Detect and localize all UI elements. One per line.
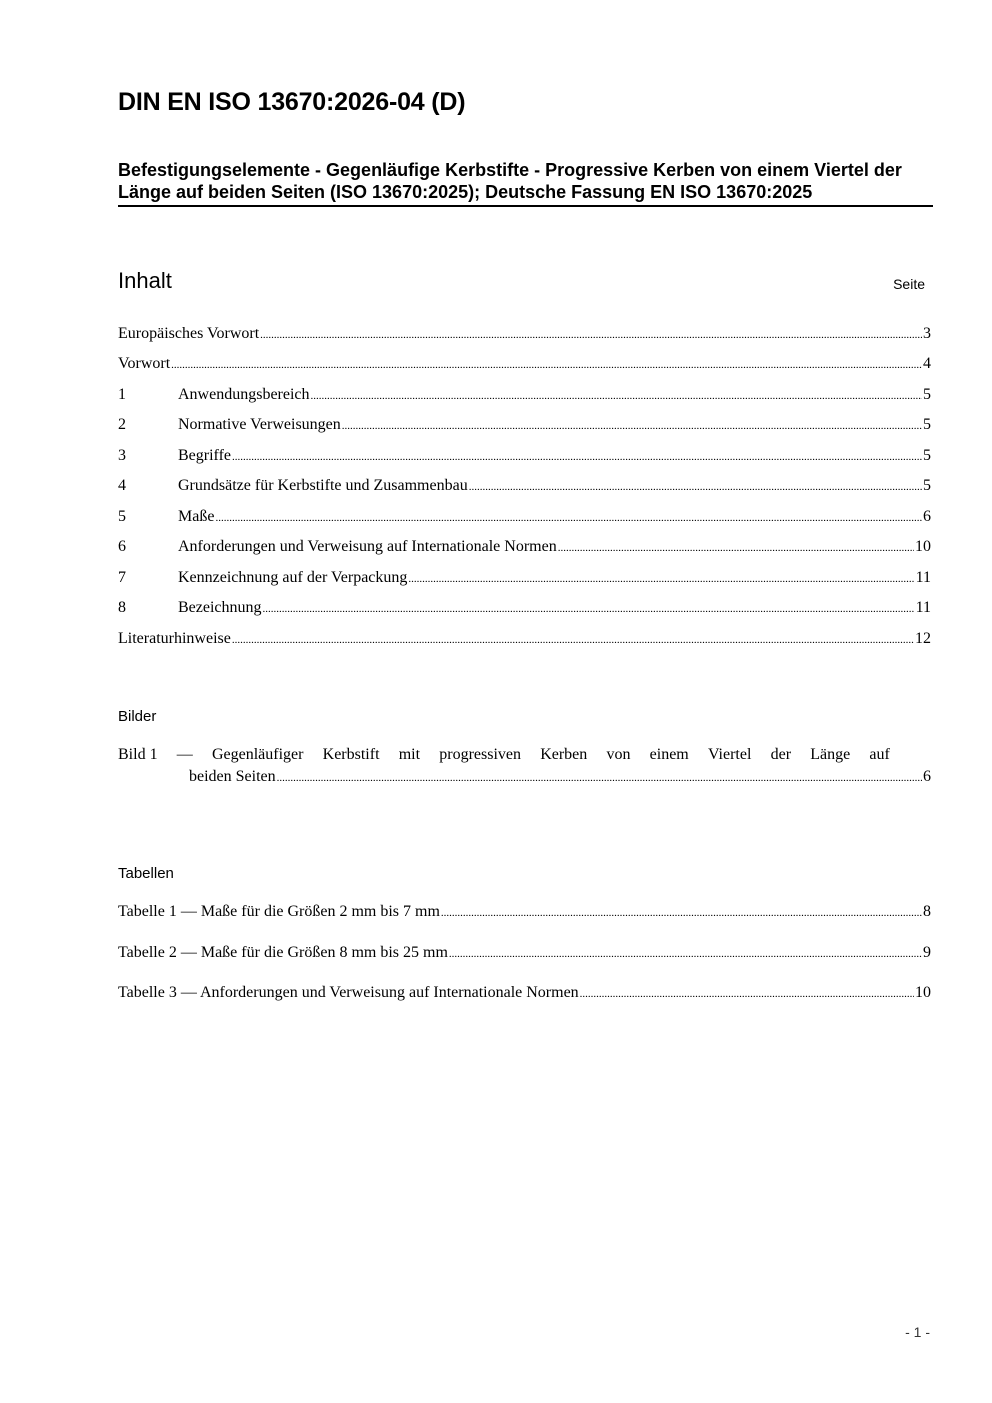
toc-entry-page: 5	[923, 386, 931, 403]
toc-entry-page: 4	[923, 355, 931, 372]
toc-entry-title: Kennzeichnung auf der Verpackung	[178, 569, 408, 586]
figure-entry-word: der	[770, 746, 792, 763]
toc-entry[interactable]	[118, 567, 931, 589]
dot-leader	[558, 537, 914, 559]
dot-leader	[263, 598, 915, 620]
toc-entry-page: 3	[923, 325, 931, 342]
figure-entry-line-1	[118, 744, 890, 766]
dot-leader	[580, 983, 914, 1005]
figure-entry-word: von	[606, 746, 631, 763]
figure-entry-word: einem	[649, 746, 689, 763]
table-entry-title: Tabelle 2 — Maße für die Größen 8 mm bis 25 mm	[118, 944, 448, 961]
toc-entry-number: 2	[118, 416, 126, 433]
dot-leader	[449, 943, 922, 965]
table-entry-title: Tabelle 3 — Anforderungen und Verweisung auf Internationale Normen	[118, 984, 579, 1001]
dot-leader	[342, 415, 922, 437]
toc-entry-page: 5	[923, 416, 931, 433]
figure-entry-word: Viertel	[707, 746, 752, 763]
contents-heading: Inhalt	[118, 268, 172, 293]
figure-entry-word: progressiven	[439, 746, 521, 763]
toc-entry[interactable]	[118, 597, 931, 619]
toc-entry-title: Bezeichnung	[178, 599, 262, 616]
toc-entry-title: Maße	[178, 508, 215, 525]
page-number: - 1 -	[905, 1324, 930, 1340]
toc-entry-number: 7	[118, 569, 126, 586]
document-id: DIN EN ISO 13670:2026-04 (D)	[118, 88, 466, 116]
toc-entry[interactable]	[118, 506, 931, 528]
toc-entry-number: 5	[118, 508, 126, 525]
toc-entry-page: 5	[923, 477, 931, 494]
figures-heading: Bilder	[118, 708, 157, 725]
toc-entry[interactable]	[118, 384, 931, 406]
dot-leader	[311, 385, 922, 407]
toc-entry-page: 6	[923, 508, 931, 525]
toc-entry-number: 6	[118, 538, 126, 555]
figure-entry-line-2	[118, 766, 931, 789]
toc-entry-page: 10	[915, 538, 931, 555]
page-column-label: Seite	[893, 276, 925, 292]
figure-entry-word: —	[176, 746, 193, 763]
dot-leader	[215, 507, 922, 529]
toc-entry-number: 1	[118, 386, 126, 403]
table-entry-title: Tabelle 1 — Maße für die Größen 2 mm bis 7 mm	[118, 903, 440, 920]
tables-heading: Tabellen	[118, 865, 174, 882]
figure-entry-continuation: beiden Seiten	[189, 768, 276, 785]
table-entry-page: 10	[915, 984, 931, 1001]
figure-entry-word: Bild 1	[118, 746, 158, 763]
figure-entry-word: mit	[398, 746, 421, 763]
toc-entry-title: Begriffe	[178, 447, 232, 464]
figure-entry-word: Kerbstift	[322, 746, 380, 763]
toc-entry-page: 11	[915, 569, 931, 586]
toc-entry-page: 12	[915, 630, 931, 647]
toc-entry[interactable]	[118, 414, 931, 436]
figure-entry-word: Gegenläufiger	[211, 746, 304, 763]
figure-entry-page: 6	[923, 768, 931, 785]
toc-entry-title: Anwendungsbereich	[178, 386, 310, 403]
figure-entry[interactable]	[118, 744, 931, 789]
toc-entry-title: Anforderungen und Verweisung auf Internationale Normen	[178, 538, 557, 555]
table-entry[interactable]	[118, 982, 931, 1004]
toc-entry-title: Normative Verweisungen	[178, 416, 341, 433]
dot-leader	[171, 354, 922, 376]
dot-leader	[469, 476, 922, 498]
figure-entry-word: Kerben	[540, 746, 588, 763]
figure-entry-word: auf	[869, 746, 890, 763]
dot-leader	[232, 629, 914, 651]
toc-entry-title: Grundsätze für Kerbstifte und Zusammenbau	[178, 477, 468, 494]
toc-entry-title: Vorwort	[118, 355, 171, 372]
toc-entry-page: 5	[923, 447, 931, 464]
toc-entry[interactable]	[118, 323, 931, 345]
toc-entry[interactable]	[118, 536, 931, 558]
toc-entry-number: 4	[118, 477, 126, 494]
table-entry-page: 8	[923, 903, 931, 920]
toc-entry-number: 3	[118, 447, 126, 464]
toc-entry[interactable]	[118, 353, 931, 375]
dot-leader	[441, 902, 922, 924]
dot-leader	[277, 767, 922, 789]
table-entry-page: 9	[923, 944, 931, 961]
dot-leader	[260, 324, 922, 346]
dot-leader	[408, 568, 914, 590]
table-entry[interactable]	[118, 942, 931, 964]
dot-leader	[232, 446, 922, 468]
table-entry[interactable]	[118, 901, 931, 923]
toc-entry-title: Europäisches Vorwort	[118, 325, 260, 342]
toc-entry[interactable]	[118, 445, 931, 467]
document-title: Befestigungselemente - Gegenläufige Kerbstifte - Progressive Kerben von einem Viertel der Länge auf beiden Seiten (ISO 13670:2025); Deutsche Fassung EN ISO 13670:2025	[118, 159, 933, 207]
toc-entry[interactable]	[118, 475, 931, 497]
toc-entry[interactable]	[118, 628, 931, 650]
toc-entry-number: 8	[118, 599, 126, 616]
figure-entry-word: Länge	[810, 746, 851, 763]
toc-entry-page: 11	[915, 599, 931, 616]
toc-entry-title: Literaturhinweise	[118, 630, 231, 647]
